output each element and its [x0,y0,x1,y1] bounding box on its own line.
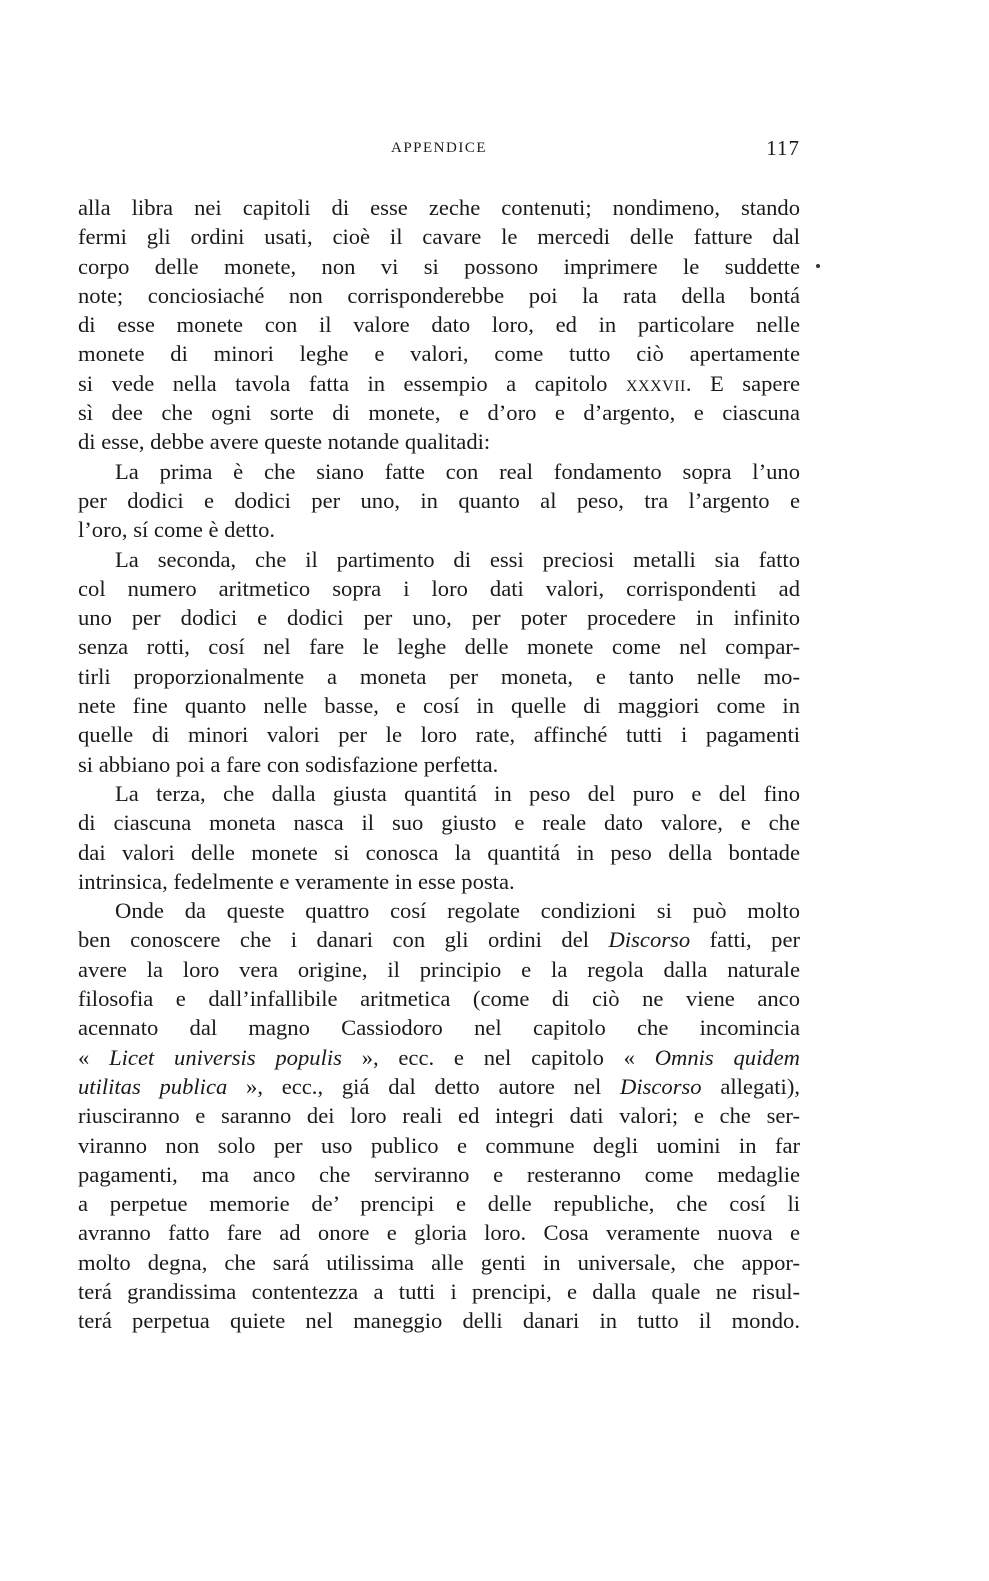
text-line: filosofia e dall’infallibile aritmetica (come di ciò ne viene anco [78,986,800,1012]
text-fragment: « [78,1044,110,1070]
text-line: Onde da queste quattro cosí regolate condizioni si può molto [115,898,800,924]
text-line: terá grandissima contentezza a tutti i prencipi, e dalla quale ne risul- [78,1278,800,1304]
text-line: pagamenti, ma anco che serviranno e resteranno come medaglie [78,1161,800,1187]
text-line: di esse, debbe avere queste notande qualitadi: [78,429,491,455]
text-line: senza rotti, cosí nel fare le leghe delle monete come nel compar- [78,634,800,660]
text-line: molto degna, che sará utilissima alle genti in universale, che appor- [78,1249,800,1275]
text-line: sì dee che ogni sorte di monete, e d’oro e d’argento, e ciascuna [78,400,800,426]
text-line: dai valori delle monete si conosca la quantitá in peso della bontade [78,839,800,865]
text-line: alla libra nei capitoli di esse zeche contenuti; nondimeno, stando [78,195,800,220]
text-line: uno per dodici e dodici per uno, per poter procedere in infinito [78,605,800,631]
text-line: note; conciosiaché non corrisponderebbe poi la rata della bontá [78,282,800,308]
text-line: per dodici e dodici per uno, in quanto al peso, tra l’argento e [78,487,800,513]
text-line: La prima è che siano fatte con real fondamento sopra l’uno [115,458,800,484]
text-line: terá perpetua quiete nel maneggio delli danari in tutto il mondo. [78,1308,800,1334]
quoted-chapter-licet: Licet universis populis [109,1044,342,1070]
text-line: col numero aritmetico sopra i loro dati valori, corrispondenti ad [78,575,800,601]
text-fragment: si vede nella tavola fatta in essempio a capitolo [78,370,626,396]
text-line: intrinsica, fedelmente e veramente in esse posta. [78,868,515,894]
text-fragment: . E sapere [685,370,800,396]
text-line: fermi gli ordini usati, cioè il cavare le mercedi delle fatture dal [78,224,800,250]
text-line: di ciascuna moneta nasca il suo giusto e reale dato valore, e che [78,810,800,836]
quoted-chapter-omnis: Omnis quidem [654,1044,800,1070]
quoted-chapter-utilitas: utilitas publica [78,1073,228,1099]
text-line: a perpetue memorie de’ prencipi e delle republiche, che cosí li [78,1191,800,1217]
text-line: di esse monete con il valore dato loro, ed in particolare nelle [78,312,800,338]
title-discorso: Discorso [620,1073,702,1099]
margin-mark [816,264,820,268]
page-number: 117 [766,136,800,160]
text-line [78,1072,800,1101]
text-line: La terza, che dalla giusta quantitá in peso del puro e del fino [115,780,800,806]
text-line: avere la loro vera origine, il principio e la regola dalla naturale [78,956,800,982]
text-line: quelle di minori valori per le loro rate, affinché tutti i pagamenti [78,722,800,748]
text-line: La seconda, che il partimento di essi preciosi metalli sia fatto [115,546,800,572]
text-line: si abbiano poi a fare con sodisfazione perfetta. [78,751,499,777]
text-line [78,925,800,954]
title-discorso: Discorso [608,927,691,953]
text-fragment: allegati), [701,1073,800,1099]
text-line: nete fine quanto nelle basse, e cosí in quelle di maggiori come in [78,693,800,719]
running-title: APPENDICE [390,140,487,156]
text-line: acennato dal magno Cassiodoro nel capitolo che incomincia [78,1015,800,1041]
text-line [78,1043,800,1072]
text-fragment: », ecc., giá dal detto autore nel [227,1073,620,1099]
text-fragment: fatti, per [690,927,800,953]
text-line: l’oro, sí come è detto. [78,517,276,543]
text-line [78,369,800,398]
text-line: corpo delle monete, non vi si possono imprimere le suddette [78,253,800,279]
body-text [78,193,800,1336]
text-fragment: ben conoscere che i danari con gli ordini del [78,927,609,953]
text-line: riusciranno e saranno dei loro reali ed integri dati valori; e che ser- [78,1103,800,1129]
text-line: avranno fatto fare ad onore e gloria loro. Cosa veramente nuova e [78,1220,800,1246]
text-line: monete di minori leghe e valori, come tutto ciò apertamente [78,341,800,367]
chapter-reference: xxxvii [625,370,686,396]
text-line: viranno non solo per uso publico e commune degli uomini in far [78,1132,800,1158]
text-fragment: », ecc. e nel capitolo « [341,1044,655,1070]
text-line: tirli proporzionalmente a moneta per moneta, e tanto nelle mo- [78,663,800,689]
running-head [78,136,800,162]
